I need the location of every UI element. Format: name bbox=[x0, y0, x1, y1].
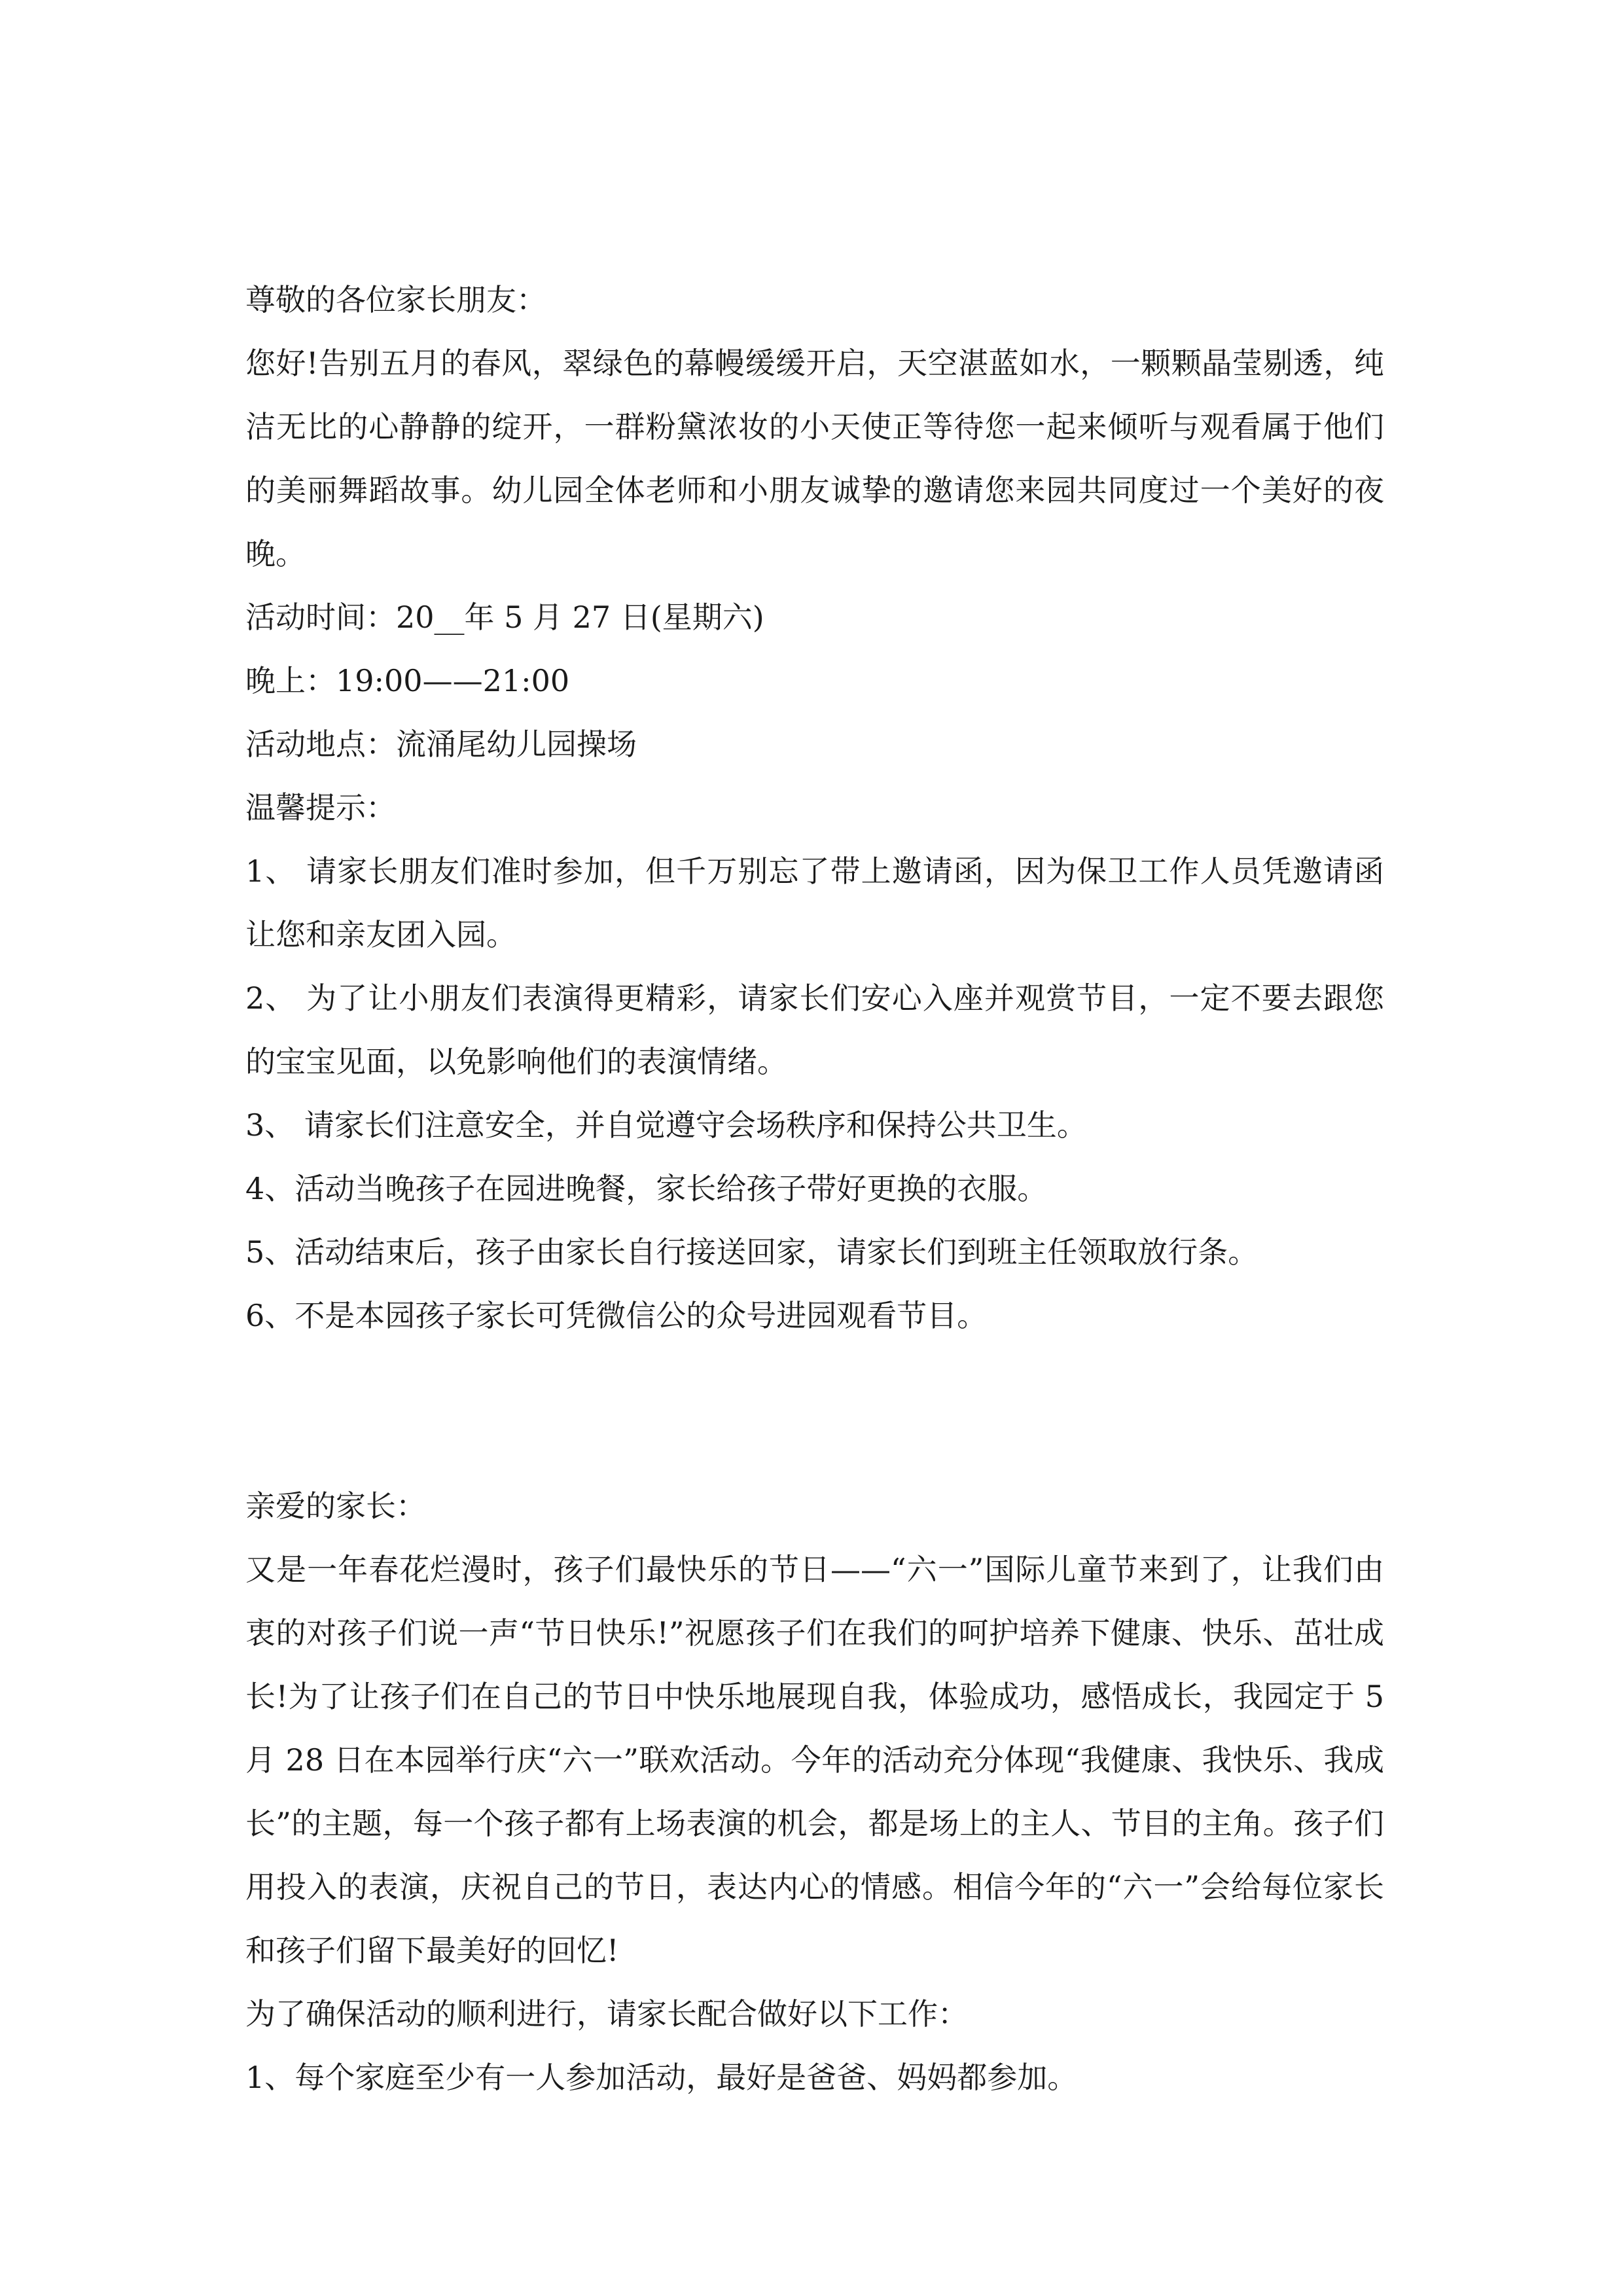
letter2-request: 为了确保活动的顺利进行，请家长配合做好以下工作： bbox=[245, 1996, 968, 2032]
tip-item: 3、 请家长们注意安全，并自觉遵守会场秩序和保持公共卫生。 bbox=[245, 1107, 1087, 1143]
letter2-salutation: 亲爱的家长： bbox=[245, 1488, 426, 1524]
letter1-body: 您好!告别五月的春风，翠绿色的幕幔缓缓开启，天空湛蓝如水，一颗颗晶莹剔透，纯洁无比的心静静的绽开，一群粉黛浓妆的小天使正等待您一起来倾听与观看属于他们的美丽舞蹈故事。幼儿园全体老师和小朋友诚挚的邀请您来园共同度过一个美好的夜晚。 bbox=[245, 346, 1384, 571]
request-item: 1、每个家庭至少有一人参加活动，最好是爸爸、妈妈都参加。 bbox=[245, 2060, 1078, 2095]
event-evening-hours: 晚上：19:00——21:00 bbox=[245, 663, 570, 698]
tip-item: 5、活动结束后，孩子由家长自行接送回家，请家长们到班主任领取放行条。 bbox=[245, 1234, 1258, 1270]
letter1-salutation: 尊敬的各位家长朋友： bbox=[245, 282, 546, 317]
tip-item: 1、 请家长朋友们准时参加，但千万别忘了带上邀请函，因为保卫工作人员凭邀请函让您和亲友团入园。 bbox=[245, 853, 1384, 952]
document-page bbox=[245, 268, 1384, 2109]
tip-item: 2、 为了让小朋友们表演得更精彩，请家长们安心入座并观赏节目，一定不要去跟您的宝宝见面，以免影响他们的表演情绪。 bbox=[245, 980, 1384, 1079]
event-location: 活动地点：流涌尾幼儿园操场 bbox=[245, 726, 637, 762]
letter-separator bbox=[245, 1348, 1384, 1475]
letter2-body: 又是一年春花烂漫时，孩子们最快乐的节日——“六一”国际儿童节来到了，让我们由衷的对孩子们说一声“节日快乐!”祝愿孩子们在我们的呵护培养下健康、快乐、茁壮成长!为了让孩子们在自己的节日中快乐地展现自我，体验成功，感悟成长，我园定于 5 月 28 日在本园举行庆“六一”联欢活动。今年的活动充分体现“我健康、我快乐、我成长”的主题，每一个孩子都有上场表演的机会，都是场上的主人、节目的主角。孩子们用投入的表演，庆祝自己的节日，表达内心的情感。相信今年的“六一”会给每位家长和孩子们留下最美好的回忆! bbox=[245, 1552, 1384, 1968]
tip-item: 4、活动当晚孩子在园进晚餐，家长给孩子带好更换的衣服。 bbox=[245, 1171, 1048, 1206]
event-time: 活动时间：20__年 5 月 27 日(星期六) bbox=[245, 600, 764, 635]
tip-item: 6、不是本园孩子家长可凭微信公的众号进园观看节目。 bbox=[245, 1298, 988, 1333]
tips-title: 温馨提示： bbox=[245, 790, 396, 825]
